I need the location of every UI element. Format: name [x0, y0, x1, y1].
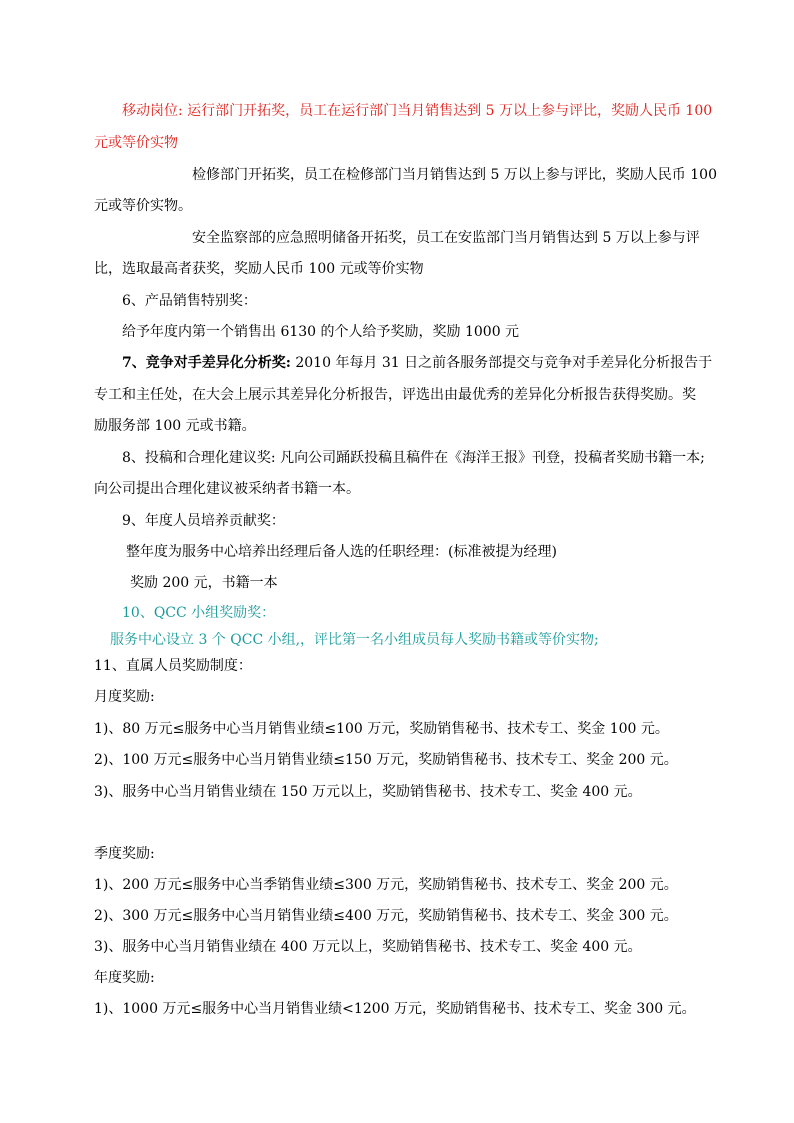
monthly-award-item-1: 1)、80 万元≤服务中心当月销售业绩≤100 万元，奖励销售秘书、技术专工、奖金 100 元。: [94, 721, 669, 737]
quarterly-award-item-1: 1)、200 万元≤服务中心当季销售业绩≤300 万元，奖励销售秘书、技术专工、奖金 200 元。: [94, 877, 678, 893]
section-10-title: 10、QCC 小组奖励奖：: [122, 605, 276, 621]
section-7-line-1: [122, 354, 712, 372]
section-9-body-1: 整年度为服务中心培养出经理后备人选的任职经理：(标准被提为经理): [126, 544, 557, 560]
section-8-line-1: 8、投稿和合理化建议奖: 凡向公司踊跃投稿且稿件在《海洋王报》刊登，投稿者奖励书籍一本;: [122, 450, 705, 466]
annual-award-title: 年度奖励:: [94, 970, 155, 986]
section-7-line-3: 励服务部 100 元或书籍。: [94, 418, 256, 434]
section-7-body-1: 2010 年每月 31 日之前各服务部提交与竞争对手差异化分析报告于: [290, 355, 713, 371]
quarterly-award-item-3: 3)、服务中心当月销售业绩在 400 万元以上，奖励销售秘书、技术专工、奖金 400 元。: [94, 939, 642, 955]
mobile-post-line-1: 移动岗位: 运行部门开拓奖，员工在运行部门当月销售达到 5 万以上参与评比，奖励人民币 100: [122, 103, 713, 119]
section-7-title: 7、竞争对手差异化分析奖:: [122, 355, 291, 371]
safety-award-line-1: 安全监察部的应急照明储备开拓奖，员工在安监部门当月销售达到 5 万以上参与评: [192, 230, 700, 246]
section-7-line-2: 专工和主任处，在大会上展示其差异化分析报告，评选出由最优秀的差异化分析报告获得奖励。奖: [94, 387, 696, 403]
inspection-award-line-1: 检修部门开拓奖，员工在检修部门当月销售达到 5 万以上参与评比，奖励人民币 100: [192, 167, 717, 183]
section-9-body-2: 奖励 200 元，书籍一本: [130, 575, 278, 591]
monthly-award-title: 月度奖励:: [94, 689, 155, 705]
quarterly-award-title: 季度奖励:: [94, 846, 155, 862]
section-9-title: 9、年度人员培养贡献奖：: [122, 513, 285, 529]
monthly-award-item-2: 2)、100 万元≤服务中心当月销售业绩≤150 万元，奖励销售秘书、技术专工、奖金 200 元。: [94, 752, 678, 768]
mobile-post-line-2: 元或等价实物: [94, 135, 178, 151]
section-6-title: 6、产品销售特别奖：: [122, 293, 257, 309]
safety-award-line-2: 比，选取最高者获奖，奖励人民币 100 元或等价实物: [94, 261, 424, 277]
section-8-line-2: 向公司提出合理化建议被采纳者书籍一本。: [94, 481, 360, 497]
monthly-award-item-3: 3)、服务中心当月销售业绩在 150 万元以上，奖励销售秘书、技术专工、奖金 400 元。: [94, 784, 642, 800]
inspection-award-line-2: 元或等价实物。: [94, 198, 192, 214]
quarterly-award-item-2: 2)、300 万元≤服务中心当月销售业绩≤400 万元，奖励销售秘书、技术专工、奖金 300 元。: [94, 908, 678, 924]
section-6-body: 给予年度内第一个销售出 6130 的个人给予奖励，奖励 1000 元: [122, 324, 520, 340]
section-10-body: 服务中心设立 3 个 QCC 小组,，评比第一名小组成员每人奖励书籍或等价实物;: [110, 632, 599, 648]
annual-award-item-1: 1)、1000 万元≤服务中心当月销售业绩<1200 万元，奖励销售秘书、技术专工、奖金 300 元。: [94, 1001, 696, 1017]
section-11-title: 11、直属人员奖励制度：: [94, 658, 252, 674]
